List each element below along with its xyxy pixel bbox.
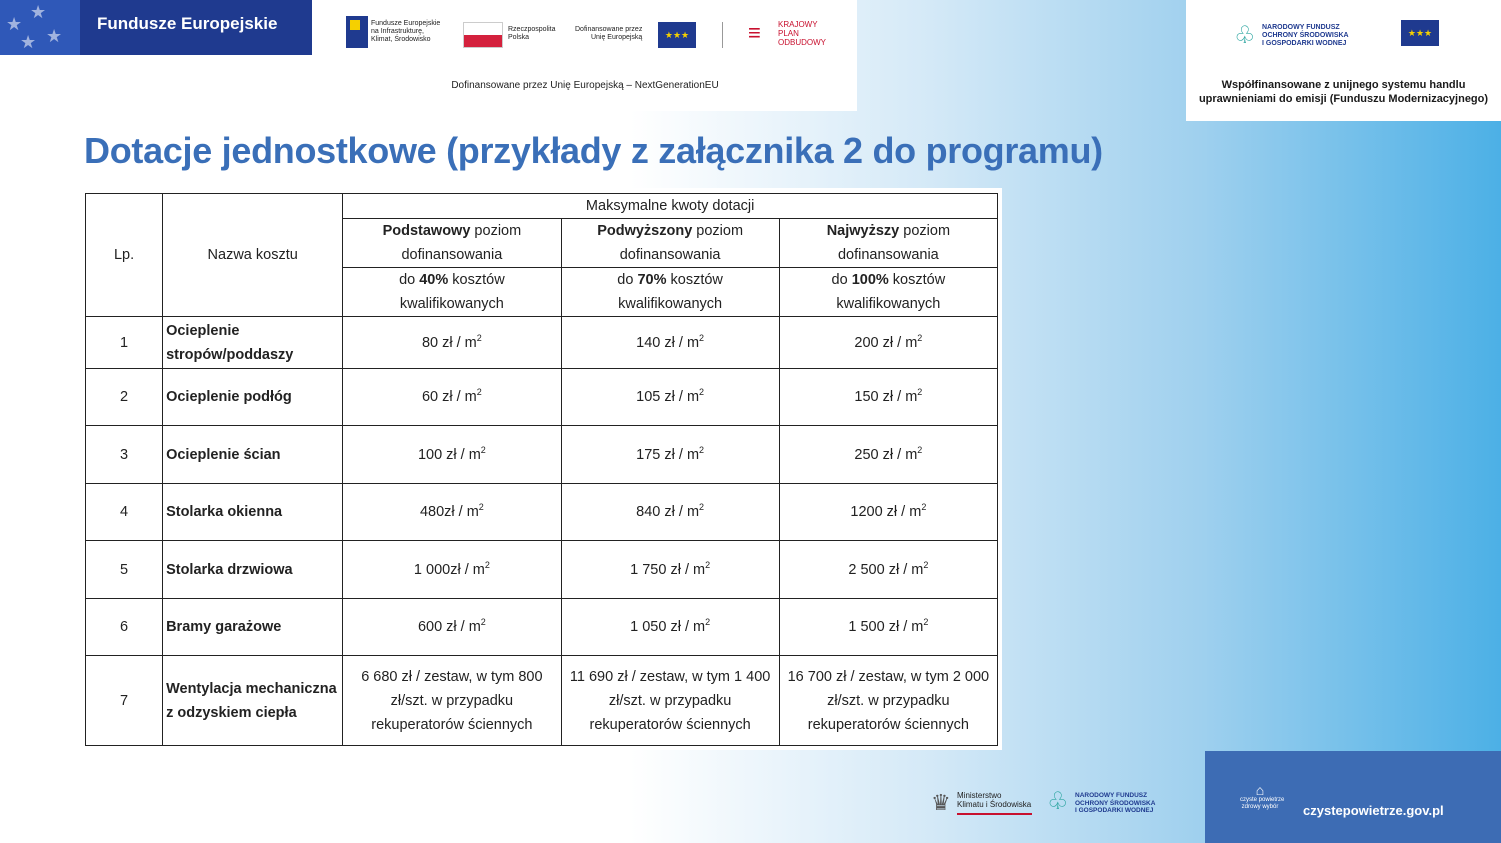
- row-cost-name: Ocieplenie ścian: [163, 426, 343, 484]
- row-cost-name: Wentylacja mechaniczna z odzyskiem ciepła: [163, 656, 343, 746]
- eu-flag-icon: ★★★: [658, 22, 696, 48]
- row-increased-value: 1 750 zł / $m^2$: [561, 541, 779, 599]
- czyste-powietrze-logo-icon: ⌂ czyste powietrze zdrowy wybór: [1240, 782, 1285, 810]
- row-cost-name: Bramy garażowe: [163, 599, 343, 656]
- level-highest-percent: do 100% kosztów kwalifikowanych: [779, 268, 997, 317]
- table-row: [86, 369, 998, 426]
- row-increased-value: 840 zł / $m^2$: [561, 484, 779, 541]
- row-lp: 3: [86, 426, 163, 484]
- row-highest-value: 2 500 zł / $m^2$: [779, 541, 997, 599]
- level-basic-percent: do 40% kosztów kwalifikowanych: [343, 268, 561, 317]
- row-lp: 7: [86, 656, 163, 746]
- row-cost-name: Stolarka drzwiowa: [163, 541, 343, 599]
- kpo-logo-icon: ≡: [748, 20, 761, 45]
- row-basic-value: 6 680 zł / zestaw, w tym 800 zł/szt. w przypadku rekuperatorów ściennych: [343, 656, 561, 746]
- table-row: [86, 541, 998, 599]
- row-highest-value: 16 700 zł / zestaw, w tym 2 000 zł/szt. w przypadku rekuperatorów ściennych: [779, 656, 997, 746]
- row-basic-value: 60 zł / $m^2$: [343, 369, 561, 426]
- table-row: [86, 599, 998, 656]
- header-cost-name: Nazwa kosztu: [163, 194, 343, 317]
- ministry-red-line: [957, 813, 1032, 815]
- poland-flag-icon: [463, 22, 503, 48]
- nextgeneration-eu-caption: Dofinansowane przez Unię Europejską – NextGenerationEU: [451, 80, 719, 91]
- row-increased-value: 11 690 zł / zestaw, w tym 1 400 zł/szt. w przypadku rekuperatorów ściennych: [561, 656, 779, 746]
- row-cost-name: Ocieplenie stropów/poddaszy: [163, 317, 343, 369]
- row-lp: 4: [86, 484, 163, 541]
- fundusze-europejskie-label: Fundusze Europejskie: [97, 14, 278, 33]
- level-increased-header: Podwyższony poziom dofinansowania: [561, 219, 779, 268]
- eu-stars-graphic: ★ ★ ★ ★: [0, 0, 80, 55]
- grants-table: [85, 193, 998, 746]
- czyste-powietrze-banner: [1205, 751, 1501, 843]
- ministry-logo-text: Ministerstwo Klimatu i Środowiska: [957, 791, 1032, 809]
- level-highest-header: Najwyższy poziom dofinansowania: [779, 219, 997, 268]
- fe-infrastructure-logo-text: Fundusze Europejskie na Infrastrukturę, Klimat, Środowisko: [371, 20, 441, 43]
- eu-cofinanced-text: Dofinansowane przez Unię Europejską: [575, 26, 643, 41]
- row-cost-name: Ocieplenie podłóg: [163, 369, 343, 426]
- nfosigw-logo-icon: ♧: [1047, 788, 1069, 815]
- row-basic-value: 480zł / $m^2$: [343, 484, 561, 541]
- row-lp: 1: [86, 317, 163, 369]
- table-row: [86, 484, 998, 541]
- logo-divider: [722, 22, 723, 48]
- website-url[interactable]: czystepowietrze.gov.pl: [1303, 803, 1444, 818]
- fe-infrastructure-logo-icon: [346, 16, 368, 48]
- row-lp: 5: [86, 541, 163, 599]
- row-basic-value: 80 zł / $m^2$: [343, 317, 561, 369]
- row-increased-value: 140 zł / $m^2$: [561, 317, 779, 369]
- level-basic-header: Podstawowy poziom dofinansowania: [343, 219, 561, 268]
- header-lp: Lp.: [86, 194, 163, 317]
- funding-logos-strip: [313, 0, 857, 111]
- grants-table-container: [81, 188, 1002, 750]
- modernisation-fund-logos: [1186, 0, 1501, 121]
- footer-partner-logos: [925, 788, 1165, 824]
- table-row: [86, 426, 998, 484]
- page-title: Dotacje jednostkowe (przykłady z załącznika 2 do programu): [84, 130, 1103, 171]
- row-highest-value: 1200 zł / $m^2$: [779, 484, 997, 541]
- row-lp: 6: [86, 599, 163, 656]
- row-basic-value: 100 zł / $m^2$: [343, 426, 561, 484]
- row-lp: 2: [86, 369, 163, 426]
- nfosigw-logo-icon: ♧: [1234, 22, 1256, 49]
- kpo-logo-text: KRAJOWY PLAN ODBUDOWY: [778, 20, 826, 47]
- nfosigw-logo-text: NARODOWY FUNDUSZ OCHRONY ŚRODOWISKA I GOSPODARKI WODNEJ: [1075, 792, 1156, 814]
- level-increased-percent: do 70% kosztów kwalifikowanych: [561, 268, 779, 317]
- table-row: [86, 656, 998, 746]
- nfosigw-logo-text: NARODOWY FUNDUSZ OCHRONY ŚRODOWISKA I GOSPODARKI WODNEJ: [1262, 24, 1349, 47]
- rp-logo-text: Rzeczpospolita Polska: [508, 26, 556, 41]
- row-cost-name: Stolarka okienna: [163, 484, 343, 541]
- row-highest-value: 150 zł / $m^2$: [779, 369, 997, 426]
- header-max-amounts: Maksymalne kwoty dotacji: [343, 194, 998, 219]
- row-highest-value: 250 zł / $m^2$: [779, 426, 997, 484]
- row-highest-value: 1 500 zł / $m^2$: [779, 599, 997, 656]
- table-row: [86, 317, 998, 369]
- row-increased-value: 175 zł / $m^2$: [561, 426, 779, 484]
- ministry-eagle-icon: ♛: [931, 790, 951, 815]
- czyste-powietrze-logo-text: czyste powietrze zdrowy wybór: [1240, 797, 1285, 810]
- row-basic-value: 600 zł / $m^2$: [343, 599, 561, 656]
- row-increased-value: 1 050 zł / $m^2$: [561, 599, 779, 656]
- fundusze-europejskie-banner: [0, 0, 312, 55]
- row-highest-value: 200 zł / $m^2$: [779, 317, 997, 369]
- modernisation-fund-caption: Współfinansowane z unijnego systemu handlu uprawnieniami do emisji (Funduszu Modernizacyjnego): [1198, 79, 1489, 105]
- eu-flag-icon: ★★★: [1401, 20, 1439, 46]
- row-increased-value: 105 zł / $m^2$: [561, 369, 779, 426]
- row-basic-value: 1 000zł / $m^2$: [343, 541, 561, 599]
